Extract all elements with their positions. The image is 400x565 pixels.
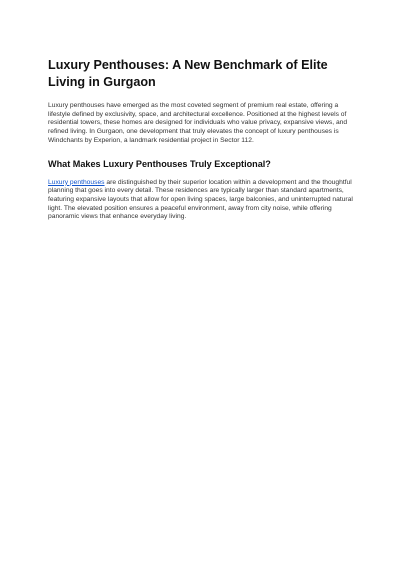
- intro-paragraph: Luxury penthouses have emerged as the most coveted segment of premium real estate, offering a lifestyle defined by exclusivity, space, and architectural excellence. Positioned at the highest levels of residential towers, these homes are designed for individuals who value privacy, expansive views, and refined living. In Gurgaon, one development that truly elevates the concept of luxury penthouses is Windchants by Experion, a landmark residential project in Sector 112.: [48, 102, 348, 144]
- section-paragraph: [48, 179, 358, 223]
- section-paragraph-text: are distinguished by their superior location within a development and the thoughtful planning that goes into every detail. These residences are typically larger than standard apartments, featuring expansive layouts that allow for open living spaces, large balconies, and uninterrupted natural light. The elevated position ensures a peaceful environment, away from city noise, while offering panoramic views that enhance everyday living.: [48, 178, 353, 221]
- document-title: Luxury Penthouses: A New Benchmark of Elite Living in Gurgaon: [48, 58, 328, 89]
- section-heading: What Makes Luxury Penthouses Truly Exceptional?: [48, 158, 271, 169]
- luxury-penthouses-link[interactable]: Luxury penthouses: [48, 178, 105, 186]
- document-content: [48, 57, 358, 222]
